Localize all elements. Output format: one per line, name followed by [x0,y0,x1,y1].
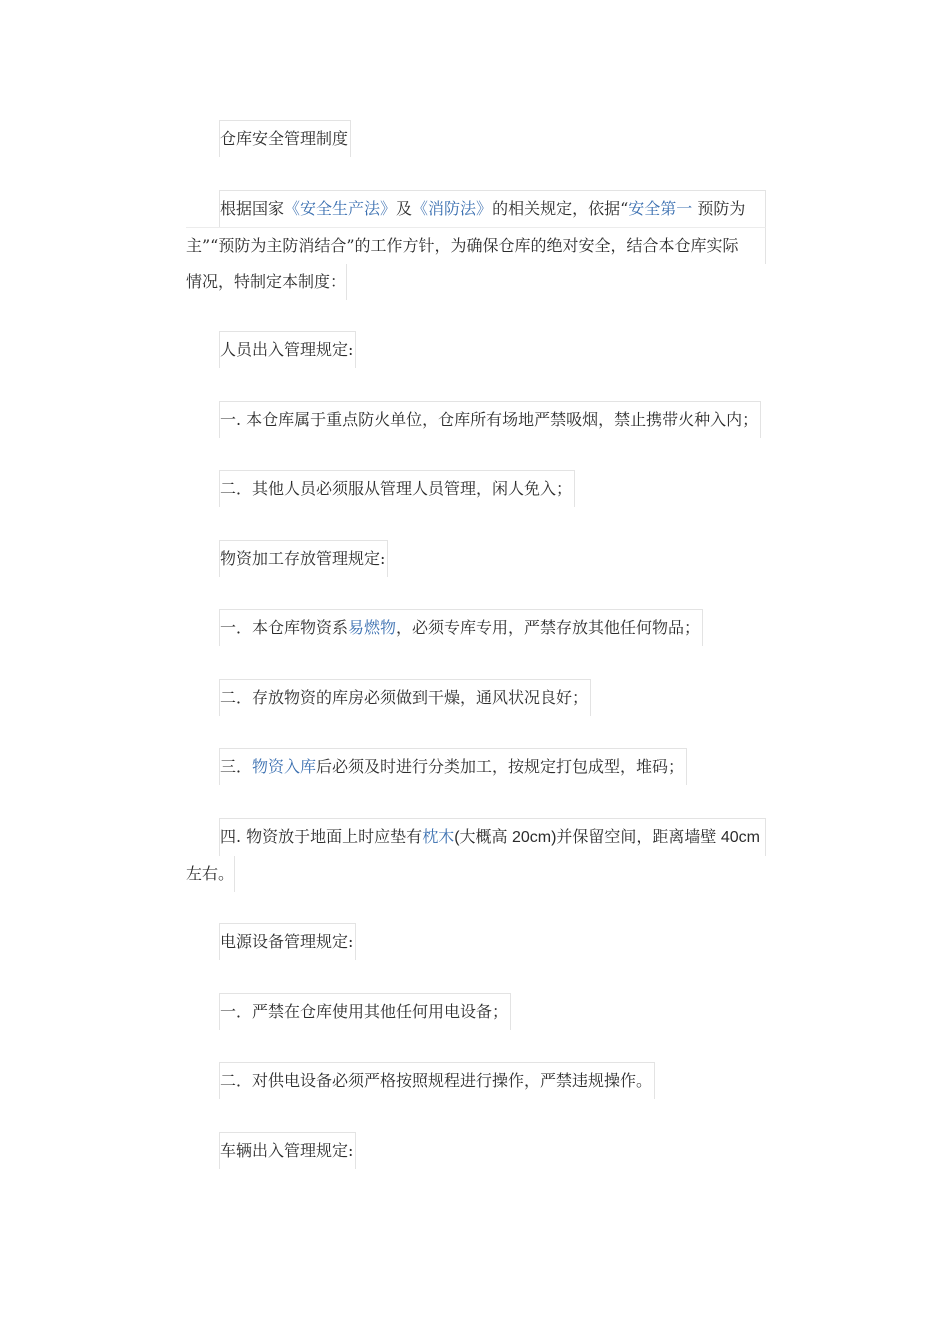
list-item [219,401,761,438]
intro-text: 根据国家 [220,199,285,218]
list-item-text: 二．其他人员必须服从管理人员管理，闲人免入； [219,470,575,507]
list-item-text: 二．存放物资的库房必须做到干燥，通风状况良好； [219,679,591,716]
list-item-text: 一. 本仓库属于重点防火单位，仓库所有场地严禁吸烟，禁止携带火种入内； [219,401,761,438]
link-warehousing[interactable]: 物资入库 [252,757,317,776]
item-text: ，必须专库专用，严禁存放其他任何物品； [396,618,701,637]
list-item-line-2: 左右。 [186,856,235,892]
list-item-text: 二．对供电设备必须严格按照规程进行操作，严禁违规操作。 [219,1062,655,1099]
intro-text: 及 [396,199,413,218]
link-safety-first[interactable]: 安全第一 [628,199,693,218]
document-title [219,120,351,157]
link-sleeper[interactable]: 枕木 [422,827,455,846]
section-heading-materials [219,540,388,577]
list-item [219,470,575,507]
heading-text: 人员出入管理规定: [219,331,356,368]
list-item-text: 一．严禁在仓库使用其他任何用电设备； [219,993,511,1030]
intro-text: 的相关规定，依据“ [492,199,629,218]
item-text: (大概高 20cm)并保留空间，距离墙壁 40cm [454,829,761,846]
heading-text: 物资加工存放管理规定: [219,540,388,577]
list-item [219,1062,655,1099]
section-heading-power [219,923,356,960]
link-flammable[interactable]: 易燃物 [348,618,397,637]
item-text: 一．本仓库物资系 [220,618,349,637]
list-item-text [219,609,703,646]
item-text: 四. 物资放于地面上时应垫有 [220,827,423,846]
intro-paragraph [186,190,766,300]
list-item [219,609,703,646]
heading-text: 电源设备管理规定: [219,923,356,960]
list-item-text [219,748,687,785]
list-item [219,679,591,716]
intro-line-1 [219,190,766,227]
section-heading-personnel [219,331,356,368]
list-item [219,748,687,785]
list-item [186,818,766,892]
item-text: 后必须及时进行分类加工，按规定打包成型，堆码； [316,757,685,776]
intro-text: 预防为 [692,199,746,218]
item-text: 三． [220,757,253,776]
list-item-line-1 [219,818,766,856]
link-fire-protection-law[interactable]: 《消防法》 [412,199,493,218]
heading-text: 车辆出入管理规定: [219,1132,356,1169]
section-heading-vehicles [219,1132,356,1169]
document-title-text: 仓库安全管理制度 [219,120,351,157]
list-item [219,993,511,1030]
intro-line-3: 情况，特制定本制度： [186,264,347,300]
intro-line-2: 主”“预防为主防消结合”的工作方针，为确保仓库的绝对安全，结合本仓库实际 [186,227,766,264]
link-safety-production-law[interactable]: 《安全生产法》 [284,199,397,218]
